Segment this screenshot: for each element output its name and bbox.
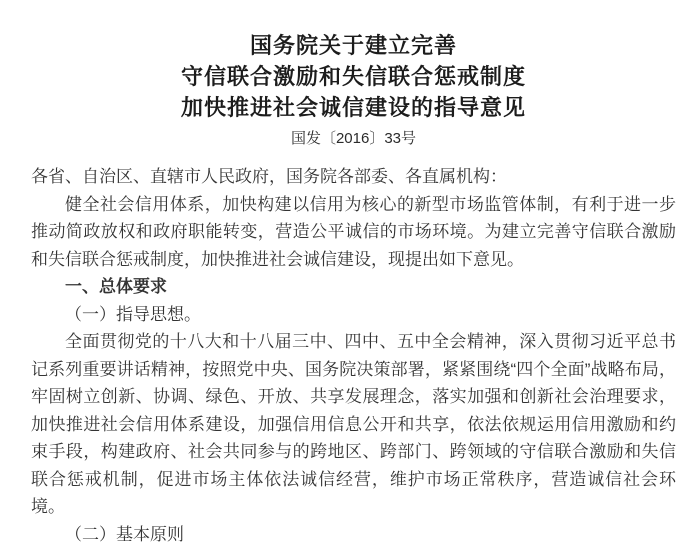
document-body [31, 163, 676, 548]
title-line-3: 加快推进社会诚信建设的指导意见 [31, 92, 676, 123]
section-1-sub-2-heading: （二）基本原则 [31, 521, 676, 548]
document-title [31, 30, 676, 123]
section-1-sub-1-paragraph: 全面贯彻党的十八大和十八届三中、四中、五中全会精神，深入贯彻习近平总书记系列重要讲话精神，按照党中央、国务院决策部署，紧紧围绕“四个全面”战略布局，牢固树立创新、协调、绿色、开放、共享发展理念，落实加强和创新社会治理要求，加快推进社会信用体系建设，加强信用信息公开和共享，依法依规运用信用激励和约束手段，构建政府、社会共同参与的跨地区、跨部门、跨领域的守信联合激励和失信联合惩戒机制，促进市场主体依法诚信经营，维护市场正常秩序，营造诚信社会环境。 [31, 328, 676, 521]
title-line-2: 守信联合激励和失信联合惩戒制度 [31, 61, 676, 92]
salutation-line: 各省、自治区、直辖市人民政府，国务院各部委、各直属机构： [31, 163, 676, 191]
section-1-heading: 一、总体要求 [31, 273, 676, 301]
intro-paragraph: 健全社会信用体系，加快构建以信用为核心的新型市场监管体制，有利于进一步推动简政放权和政府职能转变，营造公平诚信的市场环境。为建立完善守信联合激励和失信联合惩戒制度，加快推进社会诚信建设，现提出如下意见。 [31, 191, 676, 274]
document-number: 国发〔2016〕33号 [31, 128, 676, 150]
title-line-1: 国务院关于建立完善 [31, 30, 676, 61]
section-1-sub-1-heading: （一）指导思想。 [31, 301, 676, 329]
